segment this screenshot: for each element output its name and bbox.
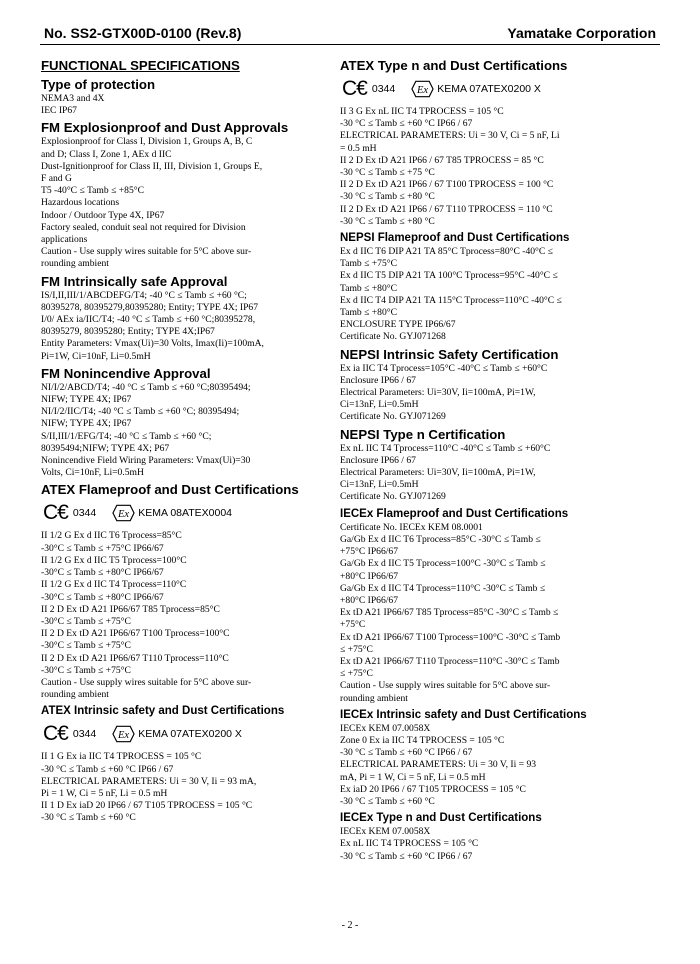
notified-body-number: 0344 xyxy=(72,507,97,520)
heading-nepsi-flameproof: NEPSI Flameproof and Dust Certifications xyxy=(340,232,570,245)
text-iecex-flameproof: Certificate No. IECEx KEM 08.0001 Ga/Gb Ex d IIC T6 Tprocess=85°C -30°C ≤ Tamb ≤ +75°C IP66/67 Ga/Gb Ex d IIC T5 Tprocess=100°C -30°C ≤ Tamb ≤ +80°C IP66/67 Ga/Gb Ex d IIC T4 Tprocess=110°C -30°C ≤ Tamb ≤ +80°C IP66/67 Ex tD A21 IP66/67 T85 Tprocess=85°C -30°C ≤ Tamb ≤ +75°C Ex tD A21 IP66/67 T100 Tprocess=100°C -30°C ≤ Tamb ≤ +75°C Ex tD A21 IP66/67 T110 Tprocess=110°C -30°C ≤ Tamb ≤ +75°C Caution - Use supply wires suitable for 5°C above sur- rounding ambient xyxy=(340,521,561,704)
notified-body-number: 0344 xyxy=(371,83,396,95)
text-atex-type-n: II 3 G Ex nL IIC T4 TPROCESS = 105 °C -30 °C ≤ Tamb ≤ +60 °C IP66 / 67 ELECTRICAL PARAMETERS: Ui = 30 V, Ci = 5 nF, Li = 0.5 mH II 2 D Ex tD A21 IP66 / 67 T85 TPROCESS = 85 °C -30 °C ≤ Tamb ≤ +75 °C II 2 D Ex tD A21 IP66 / 67 T100 TPROCESS = 100 °C -30 °C ≤ Tamb ≤ +80 °C II 2 D Ex tD A21 IP66 / 67 T110 TPROCESS = 110 °C -30 °C ≤ Tamb ≤ +80 °C xyxy=(340,106,560,227)
certificate-number: KEMA 07ATEX0200 X xyxy=(437,83,541,95)
page-number: - 2 - xyxy=(341,920,359,931)
heading-fm-explosionproof: FM Explosionproof and Dust Approvals xyxy=(41,120,289,136)
section-title: FUNCTIONAL SPECIFICATIONS xyxy=(41,58,240,73)
atex-intrinsic-logos xyxy=(43,721,333,747)
text-nepsi-type-n: Ex nL IIC T4 Tprocess=110°C -40°C ≤ Tamb ≤ +60°C Enclosure IP66 / 67 Electrical Parameters: Ui=30V, Ii=100mA, Pi=1W, Ci=13nF, Li=0.5mH Certificate No. GYJ071269 xyxy=(340,442,551,503)
heading-nepsi-intrinsic: NEPSI Intrinsic Safety Certification xyxy=(340,346,559,362)
right-column xyxy=(340,58,632,863)
header-rule xyxy=(40,44,660,45)
ce-mark-icon: C€ xyxy=(43,722,68,746)
left-column xyxy=(41,58,333,825)
text-nepsi-intrinsic: Ex ia IIC T4 Tprocess=105°C -40°C ≤ Tamb ≤ +60°C Enclosure IP66 / 67 Electrical Parameters: Ui=30V, Ii=100mA, Pi=1W, Ci=13nF, Li=0.5mH Certificate No. GYJ071269 xyxy=(340,362,548,423)
text-atex-intrinsic: II 1 G Ex ia IIC T4 TPROCESS = 105 °C -30 °C ≤ Tamb ≤ +60 °C IP66 / 67 ELECTRICAL PARAMETERS: Ui = 30 V, Ii = 93 mA, Pi = 1 W, Ci = 5 nF, Li = 0.5 mH II 1 D Ex iaD 20 IP66 / 67 T105 TPROCESS = 105 °C -30 °C ≤ Tamb ≤ +60 °C xyxy=(41,751,257,824)
heading-nepsi-type-n: NEPSI Type n Certification xyxy=(340,426,506,442)
company-name: Yamatake Corporation xyxy=(507,25,656,41)
heading-fm-nonincendive: FM Nonincendive Approval xyxy=(41,365,211,381)
text-fm-explosionproof: Explosionproof for Class I, Division 1, Groups A, B, C and D; Class I, Zone 1, AEx d IIC Dust-Ignitionproof for Class II, III, Division 1, Groups E, F and G T5 -40°C ≤ Tamb ≤ +85°C Hazardous locations Indoor / Outdoor Type 4X, IP67 Factory sealed, conduit seal not required for Division applications Caution - Use supply wires suitable for 5°C above sur- rounding ambient xyxy=(41,136,263,270)
certificate-number: KEMA 07ATEX0200 X xyxy=(138,728,242,741)
heading-fm-intrinsically-safe: FM Intrinsically safe Approval xyxy=(41,273,228,289)
text-atex-flameproof: II 1/2 G Ex d IIC T6 Tprocess=85°C -30°C ≤ Tamb ≤ +75°C IP66/67 II 1/2 G Ex d IIC T5 Tprocess=100°C -30°C ≤ Tamb ≤ +80°C IP66/67 II 1/2 G Ex d IIC T4 Tprocess=110°C -30°C ≤ Tamb ≤ +80°C IP66/67 II 2 D Ex tD A21 IP66/67 T85 Tprocess=85°C -30°C ≤ Tamb ≤ +75°C II 2 D Ex tD A21 IP66/67 T100 Tprocess=100°C -30°C ≤ Tamb ≤ +75°C II 2 D Ex tD A21 IP66/67 T110 Tprocess=110°C -30°C ≤ Tamb ≤ +75°C Caution - Use supply wires suitable for 5°C above sur- rounding ambient xyxy=(41,530,252,701)
svg-text:Ex: Ex xyxy=(417,84,429,96)
ex-hexagon-icon xyxy=(411,80,434,98)
text-nepsi-flameproof: Ex d IIC T6 DIP A21 TA 85°C Tprocess=80°C -40°C ≤ Tamb ≤ +75°C Ex d IIC T5 DIP A21 TA 100°C Tprocess=95°C -40°C ≤ Tamb ≤ +80°C Ex d IIC T4 DIP A21 TA 115°C Tprocess=110°C -40°C ≤ Tamb ≤ +80°C ENCLOSURE TYPE IP66/67 Certificate No. GYJ071268 xyxy=(340,246,562,343)
heading-iecex-flameproof: IECEx Flameproof and Dust Certifications xyxy=(340,507,569,520)
text-iecex-type-n: IECEx KEM 07.0058X Ex nL IIC T4 TPROCESS = 105 °C -30 °C ≤ Tamb ≤ +60 °C IP66 / 67 xyxy=(340,826,479,862)
heading-atex-intrinsic: ATEX Intrinsic safety and Dust Certifications xyxy=(41,705,285,718)
ce-mark-icon: C€ xyxy=(43,501,68,525)
heading-type-of-protection: Type of protection xyxy=(41,77,156,92)
notified-body-number: 0344 xyxy=(72,728,97,741)
certificate-number: KEMA 08ATEX0004 xyxy=(138,507,232,520)
text-fm-intrinsically-safe: IS/I,II,III/1/ABCDEFG/T4; -40 °C ≤ Tamb ≤ +60 °C; 80395278, 80395279,80395280; Entity; TYPE 4X; IP67 I/0/ AEx ia/IIC/T4; -40 °C ≤ Tamb ≤ +60 °C;80395278, 80395279, 80395280; Entity; TYPE 4X;IP67 Entity Parameters: Vmax(Ui)=30 Volts, Imax(Ii)=100mA, Pi=1W, Ci=10nF, Li=0.5mH xyxy=(41,289,264,362)
text-type-of-protection: NEMA3 and 4X IEC IP67 xyxy=(41,93,105,117)
heading-atex-type-n: ATEX Type n and Dust Certifications xyxy=(340,58,568,73)
ex-hexagon-icon xyxy=(112,725,135,743)
text-iecex-intrinsic: IECEx KEM 07.0058X Zone 0 Ex ia IIC T4 TPROCESS = 105 °C -30 °C ≤ Tamb ≤ +60 °C IP66 / 67 ELECTRICAL PARAMETERS: Ui = 30 V, Ii = 93 mA, Pi = 1 W, Ci = 5 nF, Li = 0.5 mH Ex iaD 20 IP66 / 67 T105 TPROCESS = 105 °C -30 °C ≤ Tamb ≤ +60 °C xyxy=(340,722,537,807)
heading-iecex-type-n: IECEx Type n and Dust Certifications xyxy=(340,812,542,825)
heading-iecex-intrinsic: IECEx Intrinsic safety and Dust Certifications xyxy=(340,708,587,721)
document-number: No. SS2-GTX00D-0100 (Rev.8) xyxy=(44,25,242,41)
svg-text:Ex: Ex xyxy=(118,730,130,742)
ex-hexagon-icon xyxy=(112,504,135,522)
text-fm-nonincendive: NI/I/2/ABCD/T4; -40 °C ≤ Tamb ≤ +60 °C;80395494; NIFW; TYPE 4X; IP67 NI/I/2/IIC/T4; -40 °C ≤ Tamb ≤ +60 °C; 80395494; NIFW; TYPE 4X; IP67 S/II,III/1/EFG/T4; -40 °C ≤ Tamb ≤ +60 °C; 80395494;NIFW; TYPE 4X; P67 Nonincendive Field Wiring Parameters: Vmax(Ui)=30 Volts, Ci=10nF, Li=0.5mH xyxy=(41,381,251,479)
atex-flameproof-logos xyxy=(43,500,333,526)
ce-mark-icon: C€ xyxy=(342,77,367,100)
heading-atex-flameproof: ATEX Flameproof and Dust Certifications xyxy=(41,482,299,498)
svg-text:Ex: Ex xyxy=(118,509,130,521)
atex-type-n-logos xyxy=(342,76,632,102)
